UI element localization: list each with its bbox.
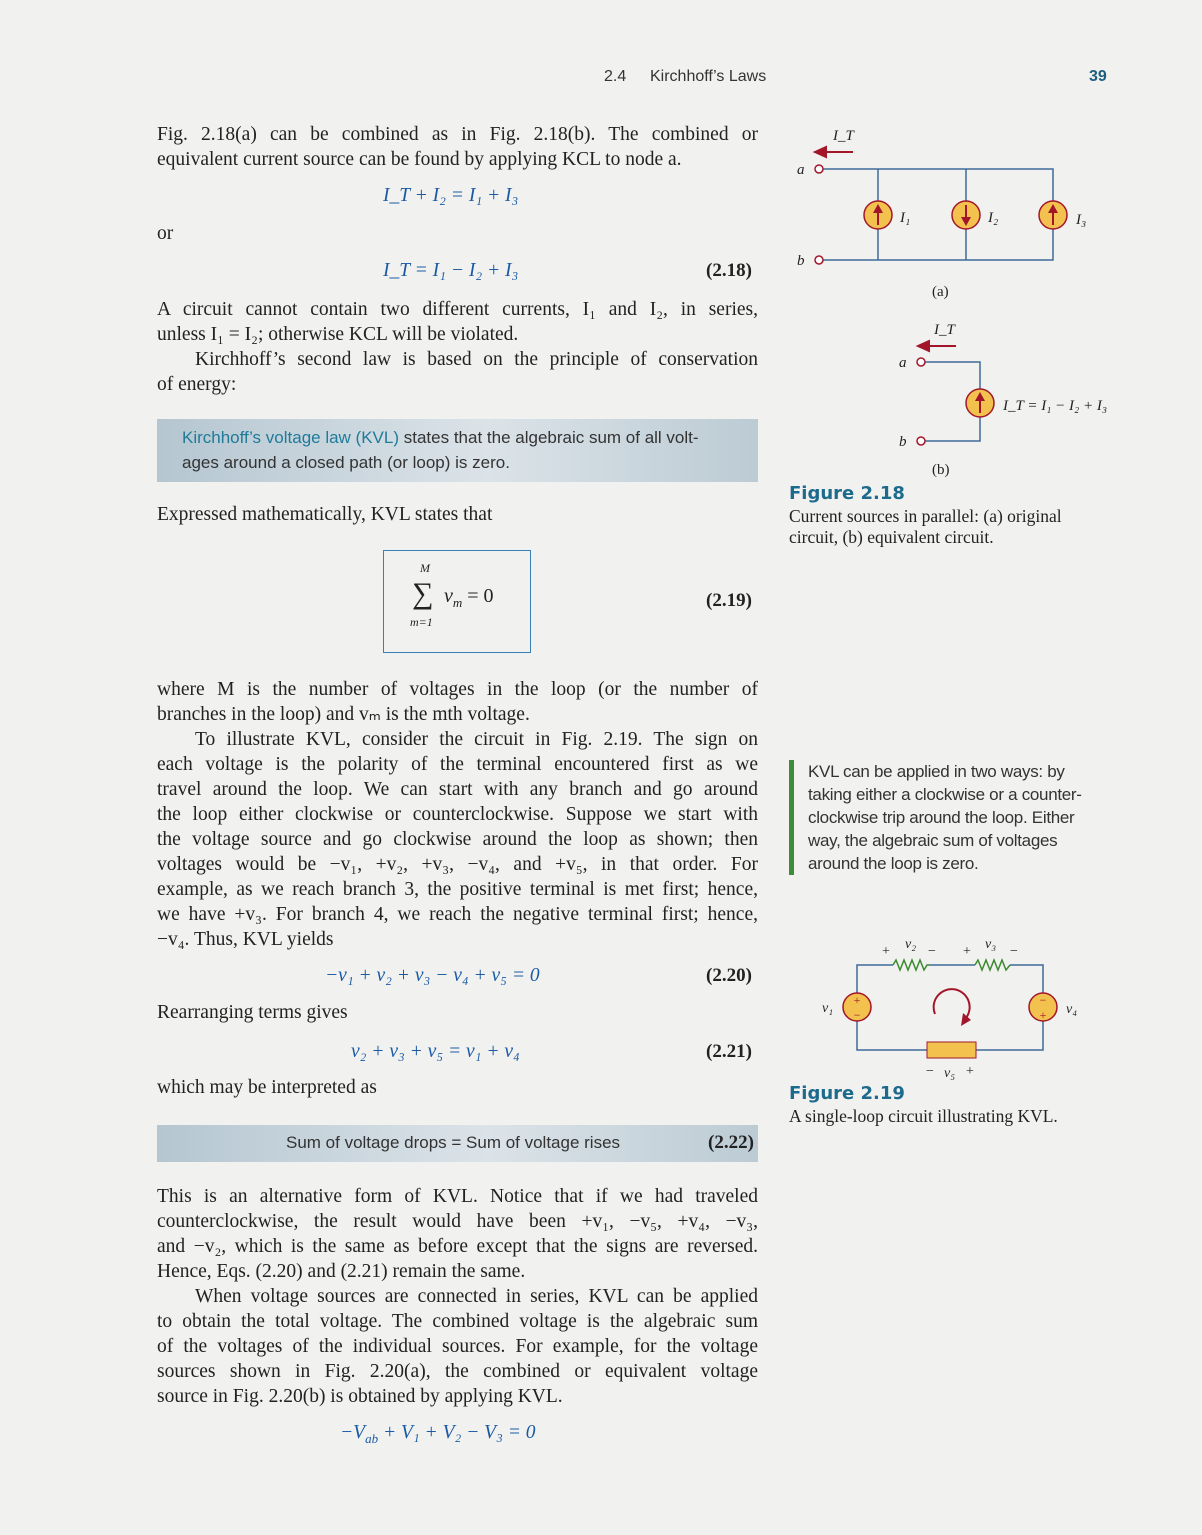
terminal-b xyxy=(917,437,925,445)
label-i1: I₁ xyxy=(900,210,911,226)
label-v5: v₅ xyxy=(944,1066,956,1081)
note-line: KVL can be applied in two ways: by xyxy=(808,762,1065,781)
sum-upper-limit: M xyxy=(420,561,430,575)
eq-part: + V₁ + V₂ − V₃ = 0 xyxy=(378,1422,536,1443)
text-line: branches in the loop) and vₘ is the mth voltage. xyxy=(157,704,530,725)
equation-kcl: I_T + I₂ = I₁ + I₃ xyxy=(383,185,519,206)
definition-text: states that the algebraic sum of all volt- xyxy=(399,428,699,447)
label-i3: I₃ xyxy=(1076,212,1087,228)
text-line: equivalent current source can be found by applying KCL to node a. xyxy=(157,149,682,170)
equation-2-22: Sum of voltage drops = Sum of voltage rises xyxy=(286,1133,621,1152)
terminal-a xyxy=(815,165,823,173)
text-line: voltages would be −v₁, +v₂, +v₃, −v₄, and +v₅, in that order. For xyxy=(157,854,758,875)
text-line: Kirchhoff’s second law is based on the principle of conservation xyxy=(195,349,758,370)
section-number: 2.4 xyxy=(604,68,627,85)
margin-note xyxy=(789,760,1128,875)
text-line: This is an alternative form of KVL. Notice that if we had traveled xyxy=(157,1186,758,1207)
text-line: to obtain the total voltage. The combined voltage is the algebraic sum xyxy=(157,1311,758,1332)
note-line: clockwise trip around the loop. Either xyxy=(808,808,1075,827)
text-line: and −v₂, which is the same as before except that the signs are reversed. xyxy=(157,1236,758,1257)
clockwise-arrow-icon xyxy=(934,989,971,1026)
text-line: sources shown in Fig. 2.20(a), the combined or equivalent voltage xyxy=(157,1361,758,1382)
text-line: we have +v₃. For branch 4, we reach the negative terminal first; hence, xyxy=(157,904,758,925)
minus-sign: − xyxy=(853,1008,861,1022)
eq-sub: m xyxy=(452,595,463,610)
label-v2: v₂ xyxy=(905,937,917,952)
resistor-icon xyxy=(975,960,1010,970)
paragraph-8: which may be interpreted as xyxy=(157,1077,377,1098)
note-line: around the loop is zero. xyxy=(808,854,979,873)
equation-2-18: I_T = I₁ − I₂ + I₃ xyxy=(383,260,519,281)
text-line: counterclockwise, the result would have been +v₁, −v₅, +v₄, −v₃, xyxy=(157,1211,758,1232)
figure-2-18-caption xyxy=(789,506,1062,548)
text-line: example, as we reach branch 3, the positive terminal is met first; hence, xyxy=(157,879,758,900)
label-a: a xyxy=(797,162,805,178)
running-title: Kirchhoff’s Laws xyxy=(650,68,767,85)
figure-2-19-title: Figure 2.19 xyxy=(789,1083,905,1104)
figure-2-19-caption: A single-loop circuit illustrating KVL. xyxy=(789,1106,1058,1126)
label-a: a xyxy=(899,355,907,371)
plus-sign: + xyxy=(853,993,861,1007)
text-line: the voltage source and go clockwise around the loop as shown; then xyxy=(157,829,758,850)
note-line: way, the algebraic sum of voltages xyxy=(808,831,1058,850)
eq-sub: ab xyxy=(365,1430,379,1446)
equation-2-22-box xyxy=(157,1125,758,1162)
paragraph-9 xyxy=(157,1184,758,1409)
caption-line: Current sources in parallel: (a) original xyxy=(789,506,1062,526)
subfigure-a-label: (a) xyxy=(932,284,949,300)
text-line: each voltage is the polarity of the terminal encountered first as we xyxy=(157,754,758,775)
figure-2-18-title: Figure 2.18 xyxy=(789,483,905,504)
text-line: A circuit cannot contain two different currents, I₁ and I₂, in series, xyxy=(157,299,758,320)
figure-2-19-diagram xyxy=(0,920,1202,1085)
text-line: Hence, Eqs. (2.20) and (2.21) remain the same. xyxy=(157,1261,526,1282)
arrow-left-icon xyxy=(815,147,826,157)
equation-number: (2.19) xyxy=(706,590,752,611)
current-source-icon xyxy=(966,389,994,417)
definition-text: ages around a closed path (or loop) is zero. xyxy=(182,453,510,472)
polarity-minus: − xyxy=(926,1064,934,1079)
current-source-icon xyxy=(1039,201,1067,229)
paragraph-5 xyxy=(157,677,758,952)
text-line: Fig. 2.18(a) can be combined as in Fig. 2.18(b). The combined or xyxy=(157,124,758,145)
text-line: source in Fig. 2.20(b) is obtained by applying KVL. xyxy=(157,1386,563,1407)
sigma-symbol: ∑ xyxy=(412,577,434,610)
polarity-minus: − xyxy=(1010,944,1018,959)
text-line: travel around the loop. We can start with any branch and go around xyxy=(157,779,758,800)
caption-line: circuit, (b) equivalent circuit. xyxy=(789,527,994,547)
equation-2-20: −v₁ + v₂ + v₃ − v₄ + v₅ = 0 xyxy=(325,965,540,986)
voltage-source-icon xyxy=(1029,993,1057,1022)
terminal-b xyxy=(815,256,823,264)
note-line: taking either a clockwise or a counter- xyxy=(808,785,1082,804)
current-source-icon xyxy=(864,201,892,229)
label-it: I_T xyxy=(833,128,854,144)
polarity-plus: + xyxy=(963,944,971,959)
paragraph-4: Expressed mathematically, KVL states that xyxy=(157,504,493,525)
paragraph-7: Rearranging terms gives xyxy=(157,1002,348,1023)
figure-2-18-diagram xyxy=(0,0,1202,480)
text-line: To illustrate KVL, consider the circuit in Fig. 2.19. The sign on xyxy=(195,729,758,750)
label-b: b xyxy=(899,434,907,450)
page-number: 39 xyxy=(1089,68,1107,85)
text-line: unless I₁ = I₂; otherwise KCL will be violated. xyxy=(157,324,519,345)
current-source-icon xyxy=(952,201,980,229)
equation-number: (2.20) xyxy=(706,965,752,986)
label-v1: v₁ xyxy=(822,1001,834,1016)
minus-sign: − xyxy=(1039,993,1047,1007)
text-line: −v₄. Thus, KVL yields xyxy=(157,929,334,950)
polarity-plus: + xyxy=(882,944,890,959)
wire xyxy=(823,169,1053,260)
arrow-left-icon xyxy=(918,341,929,351)
text-line: of energy: xyxy=(157,374,237,395)
subfigure-b-label: (b) xyxy=(932,462,950,478)
kvl-term: Kirchhoff’s voltage law (KVL) xyxy=(182,428,400,447)
label-it: I_T xyxy=(934,322,955,338)
equation-2-21: v₂ + v₃ + v₅ = v₁ + v₄ xyxy=(351,1041,520,1062)
label-it-equation: I_T = I₁ − I₂ + I₃ xyxy=(1003,398,1108,414)
text-line: When voltage sources are connected in series, KVL can be applied xyxy=(195,1286,758,1307)
label-b: b xyxy=(797,253,805,269)
element-v5 xyxy=(927,1042,976,1058)
equation-number: (2.21) xyxy=(706,1041,752,1062)
polarity-plus: + xyxy=(966,1064,974,1079)
voltage-source-icon xyxy=(843,993,871,1022)
polarity-minus: − xyxy=(928,944,936,959)
label-i2: I₂ xyxy=(988,210,999,226)
text-line: the loop either clockwise or counterclockwise. Suppose we start with xyxy=(157,804,758,825)
equation-2-19-box xyxy=(383,550,531,653)
label-v3: v₃ xyxy=(985,937,997,952)
resistor-icon xyxy=(893,960,930,970)
wire xyxy=(857,965,1043,1050)
equation-kvl-series xyxy=(340,1422,536,1447)
plus-sign: + xyxy=(1039,1008,1047,1022)
equation-number: (2.18) xyxy=(706,260,752,281)
eq-rhs: = 0 xyxy=(467,585,494,607)
eq-part: −V xyxy=(340,1422,366,1443)
label-v4: v₄ xyxy=(1066,1002,1078,1017)
or-text: or xyxy=(157,223,174,244)
text-line: where M is the number of voltages in the loop (or the number of xyxy=(157,679,758,700)
sum-lower-limit: m=1 xyxy=(410,615,433,629)
eq-var: v xyxy=(444,585,453,607)
text-line: of the voltages of the individual sources. For example, for the voltage xyxy=(157,1336,758,1357)
terminal-a xyxy=(917,358,925,366)
equation-number: (2.22) xyxy=(708,1132,754,1153)
